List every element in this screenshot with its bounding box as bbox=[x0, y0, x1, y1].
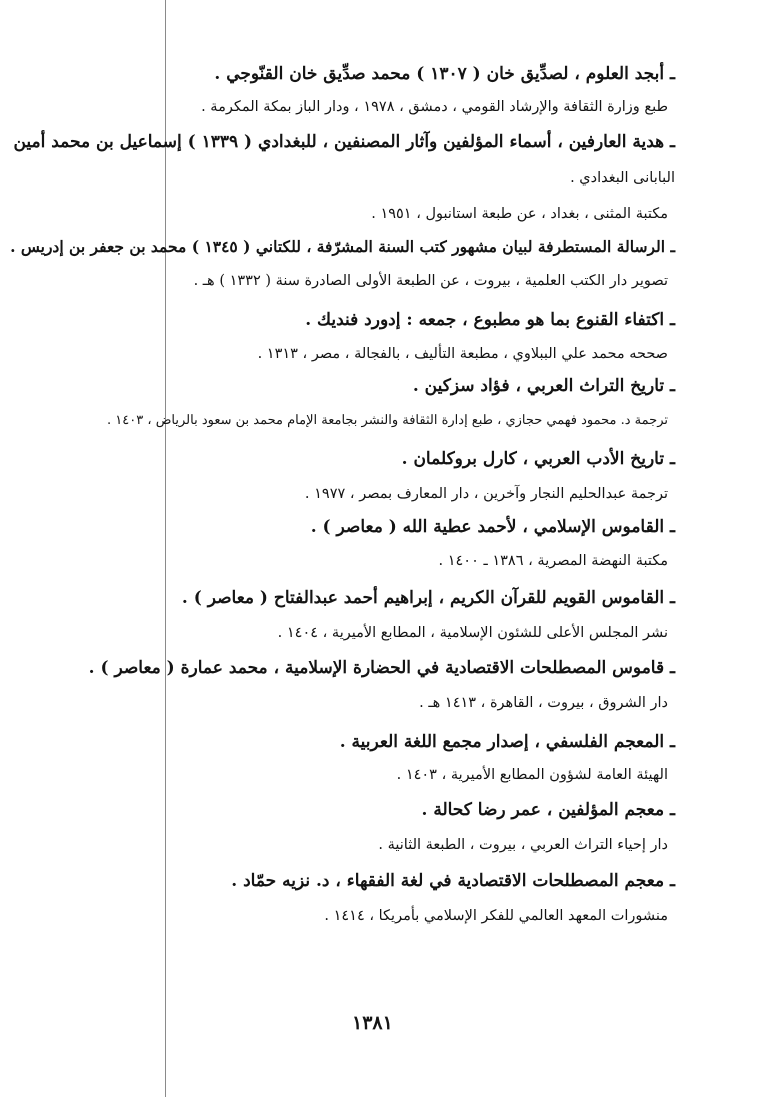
entry-title: ـ تاريخ الأدب العربي ، كارل بروكلمان . bbox=[401, 449, 675, 469]
entry-publication: دار الشروق ، بيروت ، القاهرة ، ١٤١٣ هـ . bbox=[419, 695, 668, 711]
entry-title: ـ هدية العارفين ، أسماء المؤلفين وآثار المصنفين ، للبغدادي ( ١٣٣٩ ) إسماعيل بن محمد أمين bbox=[13, 132, 675, 152]
entry-title: ـ القاموس الإسلامي ، لأحمد عطية الله ( معاصر ) . bbox=[310, 517, 675, 537]
entry-publication: منشورات المعهد العالمي للفكر الإسلامي بأمريكا ، ١٤١٤ . bbox=[324, 908, 668, 924]
entry-title: ـ معجم المؤلفين ، عمر رضا كحالة . bbox=[421, 800, 675, 820]
entry-publication: ترجمة د. محمود فهمي حجازي ، طبع إدارة الثقافة والنشر بجامعة الإمام محمد بن سعود بالرياض ، ١٤٠٣ . bbox=[107, 413, 668, 428]
entry-publication: طبع وزارة الثقافة والإرشاد القومي ، دمشق ، ١٩٧٨ ، ودار الباز بمكة المكرمة . bbox=[201, 99, 668, 115]
entry-publication: نشر المجلس الأعلى للشئون الإسلامية ، المطابع الأميرية ، ١٤٠٤ . bbox=[277, 625, 668, 641]
entry-publication: دار إحياء التراث العربي ، بيروت ، الطبعة الثانية . bbox=[378, 837, 668, 853]
entry-title: ـ اكتفاء القنوع بما هو مطبوع ، جمعه : إدورد فنديك . bbox=[305, 310, 675, 330]
page-number: ١٣٨١ bbox=[352, 1012, 393, 1034]
entry-publication: ترجمة عبدالحليم النجار وآخرين ، دار المعارف بمصر ، ١٩٧٧ . bbox=[304, 486, 668, 502]
entry-publication: الهيئة العامة لشؤون المطابع الأميرية ، ١٤٠٣ . bbox=[396, 767, 668, 783]
entry-title: ـ أبجد العلوم ، لصدِّيق خان ( ١٣٠٧ ) محمد صدِّيق خان القنّوجي . bbox=[214, 64, 675, 84]
entry-title: ـ القاموس القويم للقرآن الكريم ، إبراهيم أحمد عبدالفتاح ( معاصر ) . bbox=[181, 588, 675, 608]
entry-title: ـ قاموس المصطلحات الاقتصادية في الحضارة الإسلامية ، محمد عمارة ( معاصر ) . bbox=[88, 658, 675, 678]
entry-title: ـ الرسالة المستطرفة لبيان مشهور كتب السنة المشرّفة ، للكتاني ( ١٣٤٥ ) محمد بن جعفر بن إدريس . bbox=[10, 237, 675, 256]
entry-title: ـ معجم المصطلحات الاقتصادية في لغة الفقهاء ، د. نزيه حمّاد . bbox=[231, 871, 675, 891]
entry-title-continuation: البابانى البغدادي . bbox=[570, 170, 675, 186]
entry-publication: مكتبة المثنى ، بغداد ، عن طبعة استانبول ، ١٩٥١ . bbox=[371, 206, 668, 222]
entry-publication: تصوير دار الكتب العلمية ، بيروت ، عن الطبعة الأولى الصادرة سنة ( ١٣٣٢ ) هـ . bbox=[193, 273, 668, 289]
margin-line bbox=[165, 0, 166, 1097]
entry-title: ـ تاريخ التراث العربي ، فؤاد سزكين . bbox=[412, 376, 675, 396]
entry-publication: صححه محمد علي الببلاوي ، مطبعة التأليف ، بالفجالة ، مصر ، ١٣١٣ . bbox=[257, 346, 668, 362]
entry-title: ـ المعجم الفلسفي ، إصدار مجمع اللغة العربية . bbox=[339, 732, 675, 752]
entry-publication: مكتبة النهضة المصرية ، ١٣٨٦ ـ ١٤٠٠ . bbox=[438, 553, 668, 569]
